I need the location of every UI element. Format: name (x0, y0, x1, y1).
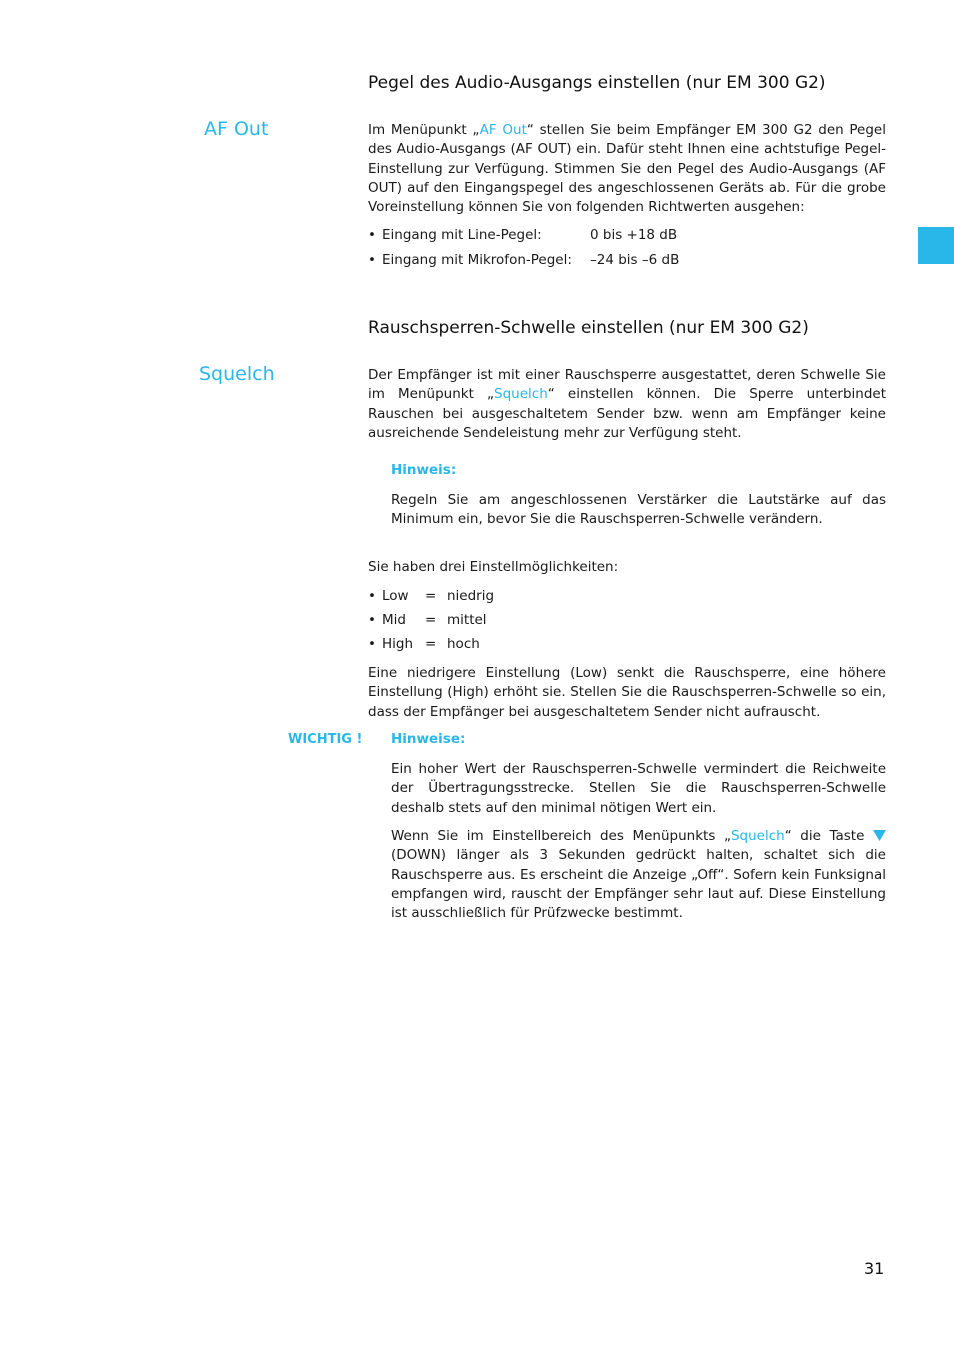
notes-title: Hinweise: (391, 731, 466, 747)
squelch-menu-ref: Squelch (494, 386, 548, 403)
side-label-af-out: AF Out (204, 118, 269, 140)
chapter-tab (918, 227, 954, 264)
note-text: Regeln Sie am angeschlossenen Verstärker die Lautstärke auf das Minimum ein, bevor Sie die Rauschsperren-Schwelle verändern. (391, 492, 886, 528)
down-triangle-icon (873, 830, 886, 841)
list-item: • Eingang mit Line-Pegel: 0 bis +18 dB (368, 227, 678, 243)
af-out-menu-ref: AF Out (479, 122, 527, 138)
list-item: • Low = niedrig (368, 588, 495, 604)
list-item: • Eingang mit Mikrofon-Pegel: –24 bis –6 dB (368, 252, 680, 268)
squelch-menu-ref: Squelch (730, 828, 785, 844)
list-item: • High = hoch (368, 636, 480, 652)
page-number: 31 (864, 1259, 885, 1278)
notes-text-off: Wenn Sie im Einstellbereich des Menüpunkts „Squelch“ die Taste (DOWN) länger als 3 Sekunden gedrückt halten, schaltet sich die Rauschsperre aus. Es erscheint die Anzeige „Off“. Sofern kein Funksignal empfangen wird, rauscht der Empfänger sehr laut auf. Diese Einstellung ist ausschließlich für Prüfzwecke bestimmt. (391, 828, 886, 922)
options-intro: Sie haben drei Einstellmöglichkeiten: (368, 559, 619, 575)
side-label-squelch: Squelch (199, 363, 275, 385)
notes-text-range: Ein hoher Wert der Rauschsperren-Schwelle vermindert die Reichweite der Übertragungsstrecke. Stellen Sie die Rauschsperren-Schwelle deshalb stets auf den minimal nötigen Wert ein. (391, 761, 886, 816)
squelch-paragraph: Der Empfänger ist mit einer Rauschsperre ausgestattet, deren Schwelle Sie im Menüpunkt „Squelch“ einstellen können. Die Sperre unterbindet Rauschen bei ausgeschaltetem Sender bzw. wenn am Empfänger keine ausreichende Sendeleistung mehr zur Verfügung steht. (368, 367, 886, 441)
setting-explanation: Eine niedrigere Einstellung (Low) senkt die Rauschsperre, eine höhere Einstellung (High) erhöht sie. Stellen Sie die Rauschsperren-Schwelle so ein, dass der Empfänger bei ausgeschaltetem Sender nicht aufrauscht. (368, 665, 886, 720)
af-out-paragraph: Im Menüpunkt „AF Out“ stellen Sie beim Empfänger EM 300 G2 den Pegel des Audio-Ausgangs (AF OUT) ein. Dafür steht Ihnen eine achtstufige Pegel-Einstellung zur Verfügung. Stimmen Sie den Pegel des Audio-Ausgangs (AF OUT) auf den Eingangspegel des angeschlossenen Geräts ab. Für die grobe Voreinstellung können Sie von folgenden Richtwerten ausgehen: (368, 122, 886, 216)
section-heading-af-out: Pegel des Audio-Ausgangs einstellen (nur EM 300 G2) (368, 73, 826, 93)
list-item: • Mid = mittel (368, 612, 487, 628)
section-heading-squelch: Rauschsperren-Schwelle einstellen (nur EM 300 G2) (368, 318, 809, 338)
important-label: WICHTIG ! (288, 732, 363, 747)
note-title: Hinweis: (391, 462, 457, 478)
